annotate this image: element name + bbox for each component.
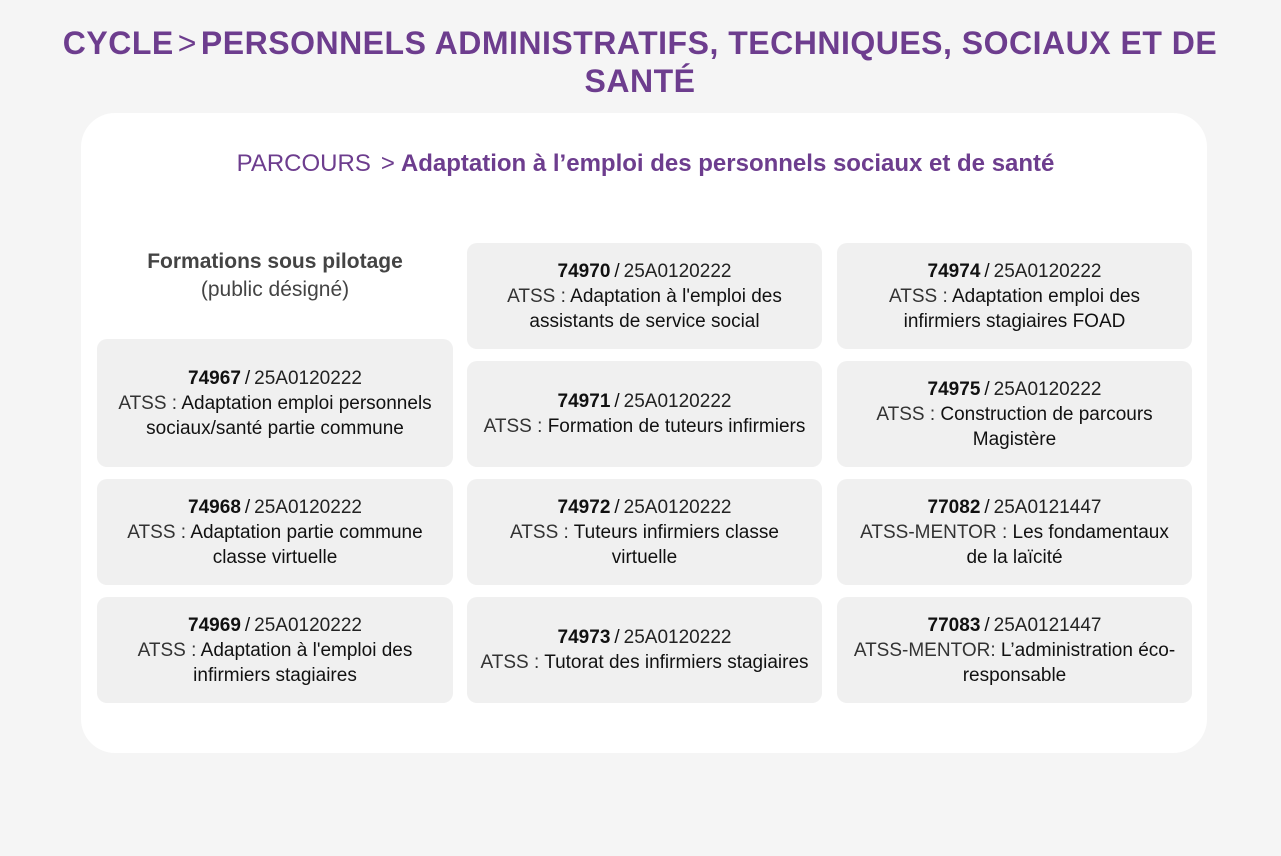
formation-description: Adaptation à l'emploi des assistants de service social xyxy=(529,285,782,332)
formation-text xyxy=(479,284,810,334)
formation-category: ATSS : xyxy=(888,285,948,307)
formation-card[interactable] xyxy=(467,361,822,467)
formation-id-line xyxy=(479,625,810,650)
id-separator: / xyxy=(984,496,990,518)
formation-text xyxy=(849,402,1180,452)
formation-ref: 25A0120222 xyxy=(254,367,362,389)
formation-id-line xyxy=(849,259,1180,284)
formation-id-line xyxy=(109,366,441,391)
formation-code: 77082 xyxy=(927,496,981,518)
formation-code: 74970 xyxy=(557,260,611,282)
page-title xyxy=(40,24,1240,100)
formation-code: 74972 xyxy=(557,496,611,518)
formation-ref: 25A0120222 xyxy=(623,391,732,412)
formation-description: Les fondamentaux de la laïcité xyxy=(966,521,1169,568)
formation-code: 74968 xyxy=(188,496,241,518)
formation-ref: 25A0120222 xyxy=(254,496,362,518)
title-separator: > xyxy=(177,25,197,61)
id-separator: / xyxy=(614,627,620,648)
id-separator: / xyxy=(984,260,990,282)
formation-description: Adaptation emploi personnels sociaux/santé partie commune xyxy=(146,392,432,439)
formation-text xyxy=(849,284,1180,334)
formation-id-line xyxy=(479,389,810,414)
formation-code: 74973 xyxy=(557,627,611,648)
parcours-label: PARCOURS xyxy=(236,150,371,177)
formation-category: ATSS : xyxy=(507,285,566,307)
cycle-name: PERSONNELS ADMINISTRATIFS, TECHNIQUES, SOCIAUX ET DE SANTÉ xyxy=(200,25,1218,99)
formation-description: Tuteurs infirmiers classe virtuelle xyxy=(573,521,779,568)
formation-id-line xyxy=(109,495,441,520)
formation-card[interactable] xyxy=(467,597,822,703)
formation-description: Tutorat des infirmiers stagiaires xyxy=(544,652,809,673)
formation-card[interactable] xyxy=(97,479,453,585)
formation-category: ATSS : xyxy=(480,652,540,673)
parcours-separator: > xyxy=(380,150,395,177)
pilotage-heading xyxy=(97,248,453,304)
formation-ref: 25A0120222 xyxy=(993,378,1102,400)
formation-card[interactable] xyxy=(837,361,1192,467)
formation-id-line xyxy=(849,613,1180,638)
formation-card[interactable] xyxy=(837,597,1192,703)
formation-category: ATSS : xyxy=(118,392,178,414)
formation-text xyxy=(109,520,441,570)
formation-category: ATSS : xyxy=(483,416,543,437)
formation-card[interactable] xyxy=(467,243,822,349)
formation-code: 74974 xyxy=(927,260,981,282)
id-separator: / xyxy=(614,260,620,282)
formation-text xyxy=(849,638,1180,688)
id-separator: / xyxy=(244,614,251,636)
id-separator: / xyxy=(244,496,251,518)
pilotage-title: Formations sous pilotage xyxy=(147,250,403,273)
formation-id-line xyxy=(849,377,1180,402)
formation-ref: 25A0121447 xyxy=(993,496,1102,518)
formation-category: ATSS : xyxy=(127,521,187,543)
formation-id-line xyxy=(479,259,810,284)
formation-text xyxy=(109,391,441,441)
formation-code: 74967 xyxy=(188,367,241,389)
formation-card[interactable] xyxy=(837,243,1192,349)
id-separator: / xyxy=(984,378,990,400)
parcours-name: Adaptation à l’emploi des personnels sociaux et de santé xyxy=(400,150,1055,177)
formation-ref: 25A0121447 xyxy=(993,614,1102,636)
formation-description: Formation de tuteurs infirmiers xyxy=(547,416,806,437)
formation-card[interactable] xyxy=(837,479,1192,585)
formation-ref: 25A0120222 xyxy=(623,260,732,282)
formation-text xyxy=(479,650,810,675)
formation-id-line xyxy=(849,495,1180,520)
formation-category: ATSS-MENTOR: xyxy=(853,639,996,661)
formation-code: 74975 xyxy=(927,378,981,400)
formation-card[interactable] xyxy=(97,339,453,467)
parcours-heading xyxy=(0,150,1281,178)
formation-category: ATSS : xyxy=(876,403,936,425)
formation-id-line xyxy=(109,613,441,638)
cycle-label: CYCLE xyxy=(62,25,174,61)
id-separator: / xyxy=(984,614,990,636)
id-separator: / xyxy=(244,367,251,389)
formation-category: ATSS : xyxy=(137,639,197,661)
formation-text xyxy=(479,414,810,439)
formation-text xyxy=(479,520,810,570)
formation-description: Construction de parcours Magistère xyxy=(940,403,1153,450)
formation-description: Adaptation partie commune classe virtuelle xyxy=(190,521,423,568)
formation-text xyxy=(109,638,441,688)
id-separator: / xyxy=(614,391,620,412)
formation-ref: 25A0120222 xyxy=(993,260,1102,282)
formation-code: 74969 xyxy=(188,614,241,636)
formation-description: Adaptation emploi des infirmiers stagiaires FOAD xyxy=(903,285,1141,332)
formation-ref: 25A0120222 xyxy=(623,496,732,518)
formation-id-line xyxy=(479,495,810,520)
formation-card[interactable] xyxy=(97,597,453,703)
formation-category: ATSS : xyxy=(510,521,569,543)
formation-description: Adaptation à l'emploi des infirmiers stagiaires xyxy=(193,639,413,686)
formation-card[interactable] xyxy=(467,479,822,585)
formation-code: 74971 xyxy=(557,391,611,412)
formation-code: 77083 xyxy=(927,614,981,636)
pilotage-subtitle: (public désigné) xyxy=(200,278,350,301)
id-separator: / xyxy=(614,496,620,518)
formation-ref: 25A0120222 xyxy=(254,614,362,636)
formation-category: ATSS-MENTOR : xyxy=(860,521,1008,543)
formation-ref: 25A0120222 xyxy=(623,627,732,648)
formation-description: L’administration éco-responsable xyxy=(962,639,1176,686)
formation-text xyxy=(849,520,1180,570)
